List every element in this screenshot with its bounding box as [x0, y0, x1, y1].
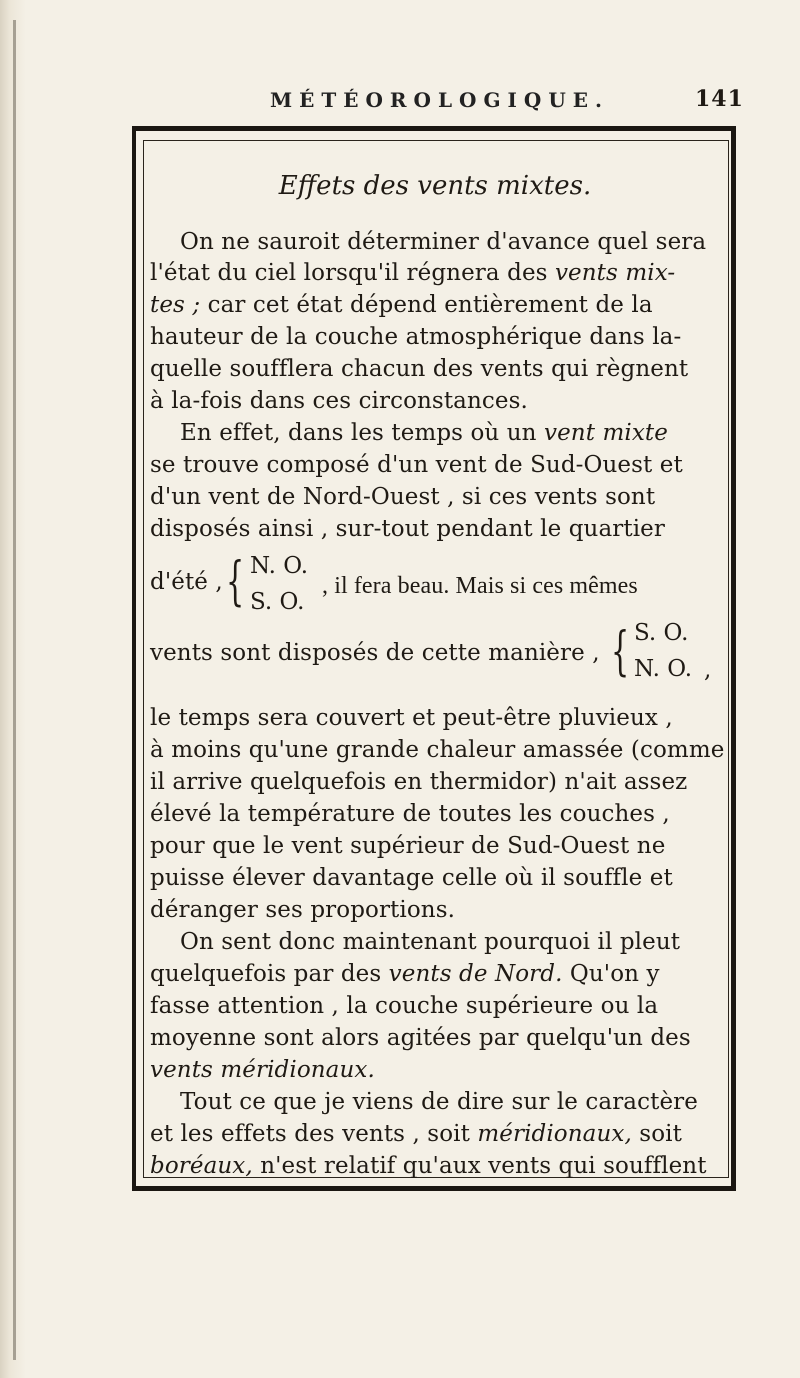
paragraph-2-line-3: d'un vent de Nord-Ouest , si ces vents sont — [150, 484, 656, 510]
paragraph-1-line-2 — [150, 258, 715, 290]
italic-run: boréaux, — [150, 1153, 253, 1179]
italic-run: vents de Nord. — [388, 961, 563, 987]
wind-stack-top: S. O. — [634, 620, 689, 646]
section-title: Effets des vents mixtes. — [278, 171, 592, 201]
text-run: En effet, dans les temps où un — [180, 420, 544, 446]
italic-run: méridionaux, — [477, 1121, 632, 1147]
paragraph-3-line-3: fasse attention , la couche supérieure ou la — [150, 993, 659, 1019]
paragraph-3-line-4: moyenne sont alors agitées par quelqu'un des — [150, 1025, 691, 1051]
italic-run: vents mix- — [554, 260, 676, 286]
text-run: et les effets des vents , soit — [150, 1121, 478, 1147]
wind-stack-top: N. O. — [250, 553, 309, 579]
paragraph-3-line-5: vents méridionaux. — [150, 1057, 375, 1083]
paragraph-4-line-3 — [150, 1151, 715, 1183]
paragraph-1-line-6: à la-fois dans ces circonstances. — [150, 388, 528, 414]
text-run: quelquefois par des — [150, 961, 389, 987]
binding-edge — [13, 20, 16, 1360]
paragraph-2-line-13: déranger ses proportions. — [150, 897, 456, 923]
italic-run: tes ; — [150, 292, 201, 318]
text-run: n'est relatif qu'aux vents qui soufflent — [252, 1153, 707, 1179]
paragraph-3-line-1: On sent donc maintenant pourquoi il pleut — [180, 929, 681, 955]
paragraph-1-line-1 — [180, 227, 715, 259]
wind-stack-bottom: S. O. — [250, 589, 305, 615]
paragraph-2-line-11: pour que le vent supérieur de Sud-Ouest ne — [150, 833, 666, 859]
paragraph-1-line-3 — [150, 290, 715, 322]
paragraph-1-line-4: hauteur de la couche atmosphérique dans la- — [150, 324, 682, 350]
page-number: 141 — [695, 86, 744, 112]
left-brace: { — [226, 552, 245, 612]
paragraph-3-line-2 — [150, 959, 715, 991]
paragraph-4-line-2 — [150, 1119, 715, 1151]
paragraph-2-line-5-prefix: d'été , — [150, 569, 223, 595]
paragraph-2-line-4: disposés ainsi , sur-tout pendant le quartier — [150, 516, 665, 542]
paragraph-2-line-6-prefix: vents sont disposés de cette manière , — [150, 640, 600, 666]
paragraph-1-line-5: quelle soufflera chacun des vents qui règnent — [150, 356, 689, 382]
text-run: soit — [631, 1121, 682, 1147]
paragraph-2-line-5-suffix: , il fera beau. Mais si ces mêmes — [322, 573, 638, 599]
italic-run: vent mixte — [543, 420, 668, 446]
paragraph-2-line-2: se trouve composé d'un vent de Sud-Ouest et — [150, 452, 683, 478]
trailing-comma: , — [704, 657, 712, 683]
paragraph-4-line-1: Tout ce que je viens de dire sur le caractère — [180, 1089, 698, 1115]
text-run: l'état du ciel lorsqu'il régnera des — [150, 260, 555, 286]
running-title: MÉTÉOROLOGIQUE. — [270, 88, 609, 112]
paragraph-2-line-1 — [180, 418, 715, 450]
text-run: Qu'on y — [562, 961, 660, 987]
left-brace: { — [611, 622, 630, 682]
text-run: On ne sauroit déterminer d'avance quel sera — [180, 229, 707, 255]
paragraph-2-line-7: le temps sera couvert et peut-être pluvieux , — [150, 705, 673, 731]
wind-stack-bottom: N. O. — [634, 656, 693, 682]
text-run: car cet état dépend entièrement de la — [200, 292, 653, 318]
paragraph-2-line-9: il arrive quelquefois en thermidor) n'ait assez — [150, 769, 688, 795]
paragraph-2-line-8: à moins qu'une grande chaleur amassée (comme — [150, 737, 725, 763]
paragraph-2-line-12: puisse élever davantage celle où il souffle et — [150, 865, 673, 891]
paragraph-2-line-10: élevé la température de toutes les couches , — [150, 801, 670, 827]
